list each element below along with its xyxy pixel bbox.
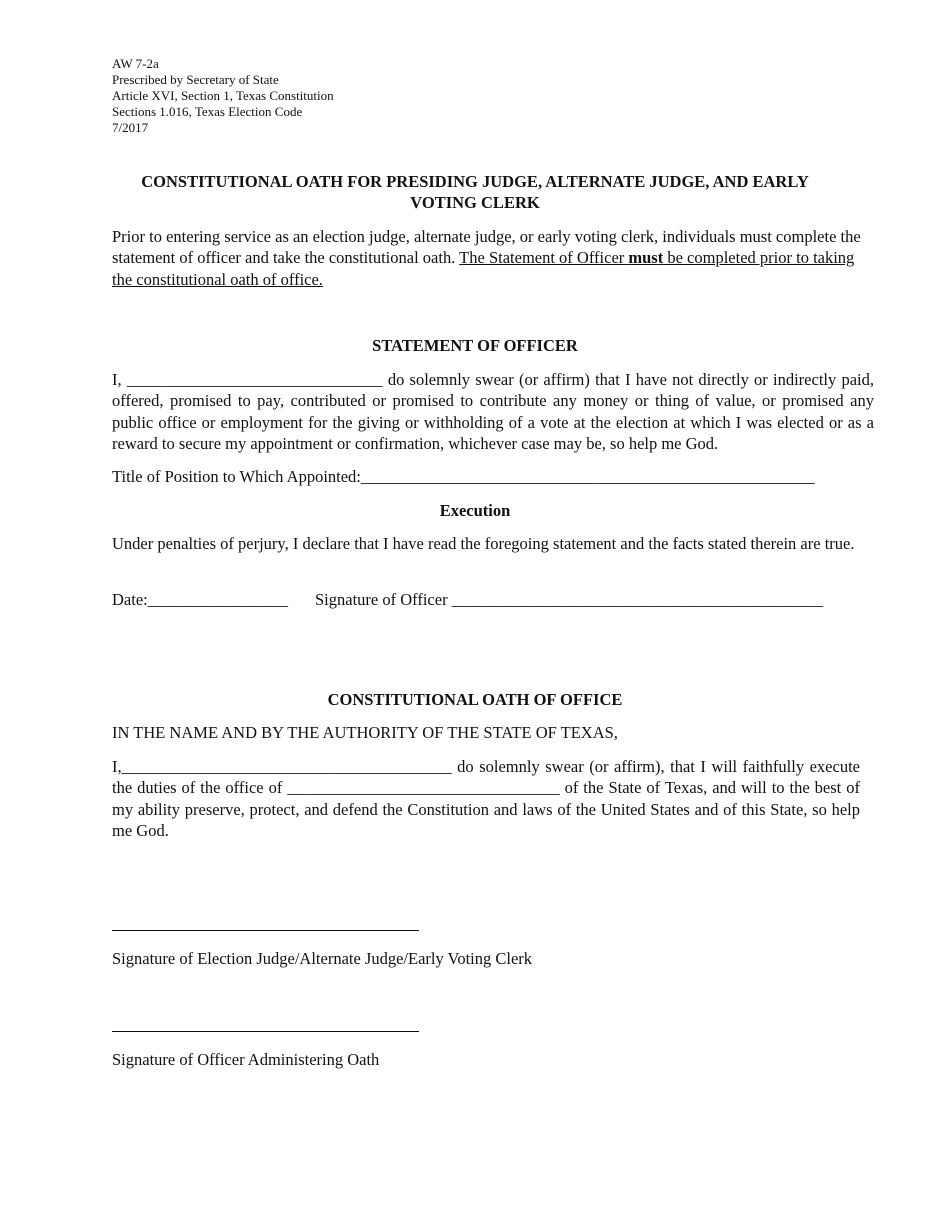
intro-underlined-start: The Statement of Officer	[459, 248, 629, 268]
intro-must-emphasis: must	[628, 248, 664, 268]
statement-of-officer-paragraph: I, _______________________________ do solemnly swear (or affirm) that I have not directly or indirectly paid, offered, promised to pay, contributed or promised to contribute any money or thing of value, or promised any public office or employment for the giving or withholding of a vote at the election at which I was elected or as a reward to secure my appointment or confirmation, whichever case may be, so help me God.	[112, 370, 874, 454]
intro-text: Prior to entering service as an election judge, alternate judge, or early voting clerk, individuals must complete the statement of officer and take the constitutional oath.	[112, 227, 861, 268]
form-number: AW 7-2a	[112, 56, 159, 71]
judge-signature-label: Signature of Election Judge/Alternate Judge/Early Voting Clerk	[112, 949, 533, 968]
page-title-line-2: VOTING CLERK	[410, 193, 540, 212]
execution-paragraph: Under penalties of perjury, I declare that I have read the foregoing statement and the facts stated therein are true.	[112, 534, 855, 553]
prescribed-by: Prescribed by Secretary of State	[112, 72, 279, 87]
administering-officer-signature-line[interactable]	[112, 1031, 419, 1032]
election-code-reference: Sections 1.016, Texas Election Code	[112, 104, 303, 119]
constitution-reference: Article XVI, Section 1, Texas Constitution	[112, 88, 334, 103]
authority-statement: IN THE NAME AND BY THE AUTHORITY OF THE STATE OF TEXAS,	[112, 723, 618, 742]
page-title	[112, 171, 838, 213]
judge-signature-line[interactable]	[112, 930, 419, 931]
administering-officer-signature-label: Signature of Officer Administering Oath	[112, 1050, 380, 1069]
statement-of-officer-heading: STATEMENT OF OFFICER	[372, 336, 578, 355]
oath-paragraph: I,________________________________________ do solemnly swear (or affirm), that I will faithfully execute the duties of the office of _________________________________ of the State of Texas, and will to the best of my ability preserve, protect, and defend the Constitution and laws of the United States and of this State, so help me God.	[112, 757, 860, 841]
page-title-line-1: CONSTITUTIONAL OATH FOR PRESIDING JUDGE, ALTERNATE JUDGE, AND EARLY	[141, 172, 809, 191]
form-header	[112, 56, 334, 136]
officer-signature-field[interactable]: Signature of Officer _____________________________________________	[315, 590, 823, 609]
execution-heading: Execution	[439, 501, 511, 520]
title-of-position-field[interactable]: Title of Position to Which Appointed:_______________________________________________________	[112, 467, 815, 486]
intro-paragraph	[112, 226, 874, 290]
intro-underlined-end: be completed prior to taking the constitutional oath of office.	[112, 248, 855, 289]
form-date: 7/2017	[112, 120, 149, 135]
date-field[interactable]: Date:_________________	[112, 590, 288, 609]
oath-of-office-heading: CONSTITUTIONAL OATH OF OFFICE	[327, 690, 623, 709]
